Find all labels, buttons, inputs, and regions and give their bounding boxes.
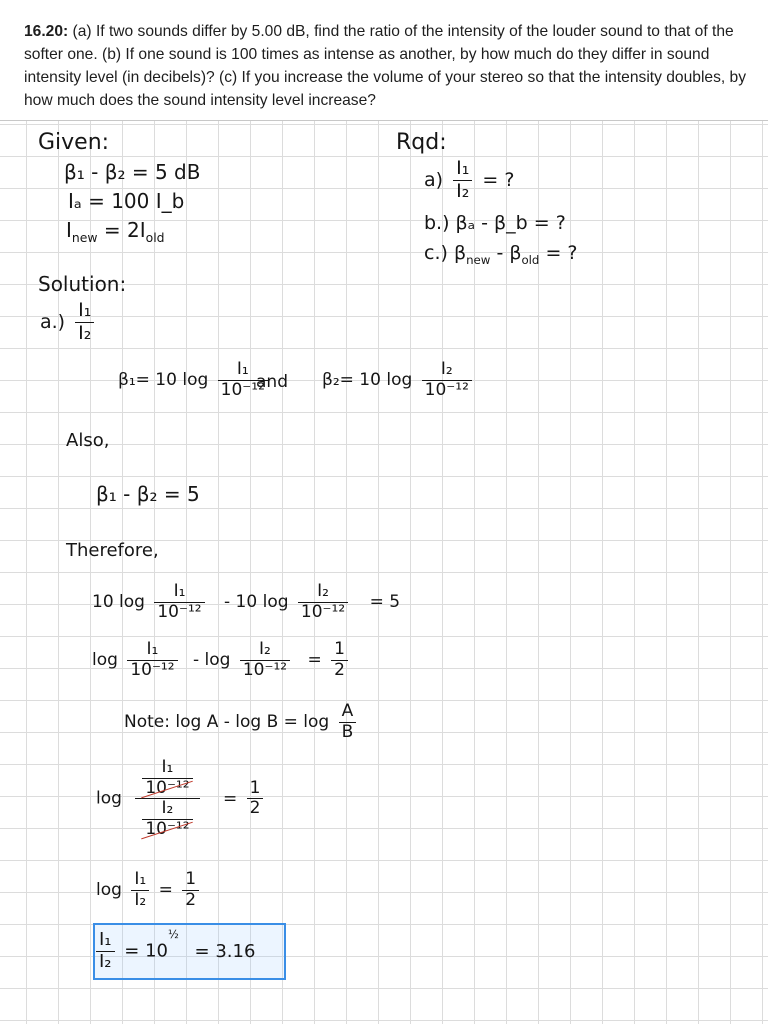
problem-statement: [0, 0, 768, 121]
eq3-lower-fraction: [142, 799, 192, 839]
beta2-fraction: [422, 360, 472, 400]
rqd-a: [424, 158, 514, 203]
equation-1: [92, 582, 400, 622]
eq2-den1: 10⁻¹²: [130, 659, 175, 680]
rqd-b-text: b.) βₐ - β_b = ?: [424, 212, 566, 234]
final-den: I₂: [99, 950, 112, 972]
given-line-3-sub-old: old: [145, 230, 165, 245]
eq1-num2: I₂: [298, 582, 348, 603]
eq3-rhs-fraction: [247, 779, 264, 819]
given-heading: [38, 130, 109, 155]
solution-a-den: I₂: [78, 321, 92, 344]
eq2-equals: =: [307, 650, 322, 671]
eq4-fraction: [131, 870, 149, 910]
note-line: [124, 702, 360, 742]
solution-heading: [38, 272, 126, 296]
eq3-compound-fraction: [135, 758, 199, 839]
solution-heading-text: Solution:: [38, 272, 127, 296]
given-line-2: [68, 189, 184, 213]
note-num: A: [339, 702, 357, 723]
eq4-num: I₁: [131, 870, 149, 891]
eq1-den2: 10⁻¹²: [300, 601, 346, 622]
given-line-1-text: β₁ - β₂ = 5 dB: [64, 160, 201, 184]
diff-text: β₁ - β₂ = 5: [96, 482, 200, 506]
rqd-c-sub-old: old: [521, 252, 540, 267]
rqd-heading-text: Rqd:: [396, 130, 447, 155]
eq1-den1: 10⁻¹²: [157, 601, 202, 622]
eq2-rhs-num: 1: [331, 640, 348, 661]
rqd-b: [424, 212, 566, 234]
final-num: I₁: [96, 930, 115, 952]
rqd-heading: [396, 130, 447, 155]
rqd-a-den: I₂: [456, 179, 470, 202]
rqd-c: [424, 242, 578, 267]
note-den: B: [341, 721, 354, 742]
problem-number: 16.20:: [24, 23, 69, 40]
eq2-fraction-2: [240, 640, 290, 680]
beta2-equation: [322, 360, 476, 400]
equation-4: [96, 870, 203, 910]
rqd-c-minus: - β: [490, 242, 522, 264]
eq2-num2: I₂: [240, 640, 290, 661]
eq3-upper: [135, 758, 199, 799]
beta1-lhs: β₁= 10 log: [118, 370, 209, 391]
eq2-num1: I₁: [127, 640, 177, 661]
note-fraction: [339, 702, 357, 742]
eq3-upper-den-cancelled: 10⁻¹²: [142, 779, 192, 799]
equation-2: [92, 640, 352, 680]
problem-body: (a) If two sounds differ by 5.00 dB, find the ratio of the intensity of the louder sound to that of the softer one. (b) If one sound is 100 times as intense as another, by how much do they differ in sound intensity level (in decibels)? (c) If you increase the volume of your stereo so that the intensity doubles, by how much does the sound intensity level increase?: [24, 23, 747, 109]
rqd-c-beta: c.) β: [424, 242, 467, 264]
eq1-rhs: = 5: [369, 592, 401, 613]
final-answer: [96, 928, 255, 972]
given-line-1: [64, 160, 200, 184]
eq1-term2: - 10 log: [224, 592, 289, 613]
also-text: Also,: [66, 430, 110, 451]
given-line-3-sub-new: new: [71, 230, 98, 245]
eq3-upper-fraction: [142, 758, 192, 798]
given-line-3: [66, 218, 165, 245]
note-text: Note: log A - log B = log: [124, 712, 330, 733]
therefore-text: Therefore,: [66, 540, 159, 561]
and-word: [256, 372, 288, 392]
eq1-fraction-1: [154, 582, 204, 622]
solution-a-label: a.): [40, 310, 66, 333]
problem-text: [24, 20, 746, 112]
rqd-a-label: a): [424, 168, 444, 191]
eq3-upper-num: I₁: [142, 758, 192, 779]
rqd-c-sub-new: new: [466, 252, 491, 267]
eq2-log1: log: [92, 650, 118, 671]
final-value: = 3.16: [194, 940, 256, 962]
final-fraction: [96, 930, 115, 972]
equation-3: [96, 758, 267, 839]
eq4-log: log: [96, 880, 122, 901]
final-exponent: ½: [167, 928, 179, 941]
rqd-c-rest: = ?: [539, 242, 578, 264]
eq3-log: log: [96, 788, 122, 809]
beta1-num: I₁: [218, 360, 268, 381]
given-line-3-rhs: = 2I: [97, 218, 146, 242]
rqd-a-rest: = ?: [482, 168, 515, 191]
eq3-equals: =: [222, 788, 238, 809]
eq1-term1: 10 log: [92, 592, 145, 613]
eq4-rhs-fraction: [182, 870, 199, 910]
and-text: and: [256, 372, 288, 392]
beta2-den: 10⁻¹²: [424, 379, 469, 400]
diff-equation: [96, 482, 200, 506]
eq1-fraction-2: [298, 582, 348, 622]
eq3-rhs-num: 1: [247, 779, 264, 800]
given-line-2-text: Iₐ = 100 I_b: [68, 189, 185, 213]
solution-a: [40, 300, 98, 345]
final-power: = 10: [124, 940, 168, 962]
solution-a-num: I₁: [75, 300, 94, 323]
rqd-a-fraction: [453, 158, 472, 203]
eq2-log2: - log: [192, 650, 231, 671]
eq2-den2: 10⁻¹²: [242, 659, 288, 680]
eq3-lower-num: I₂: [142, 799, 192, 820]
beta1-equation: [118, 360, 272, 400]
eq1-num1: I₁: [154, 582, 204, 603]
therefore-word: [66, 540, 159, 561]
rqd-a-num: I₁: [453, 158, 472, 181]
eq4-rhs-den: 2: [185, 889, 197, 910]
also-word: [66, 430, 109, 451]
eq3-lower-den-cancelled: 10⁻¹²: [142, 820, 192, 840]
beta1-den: 10⁻¹²: [220, 379, 265, 400]
eq2-rhs-den: 2: [334, 659, 345, 680]
eq3-rhs-den: 2: [249, 798, 261, 819]
given-line-3-i: I: [66, 218, 72, 242]
given-heading-text: Given:: [38, 130, 110, 155]
solution-a-fraction: [75, 300, 94, 345]
beta2-lhs: β₂= 10 log: [322, 370, 413, 391]
eq4-rhs-num: 1: [182, 870, 199, 891]
eq2-fraction-1: [127, 640, 177, 680]
eq2-rhs-fraction: [331, 640, 348, 680]
eq4-den: I₂: [134, 889, 147, 910]
eq4-equals: =: [158, 880, 173, 901]
beta2-num: I₂: [422, 360, 472, 381]
eq3-lower: [135, 799, 199, 839]
